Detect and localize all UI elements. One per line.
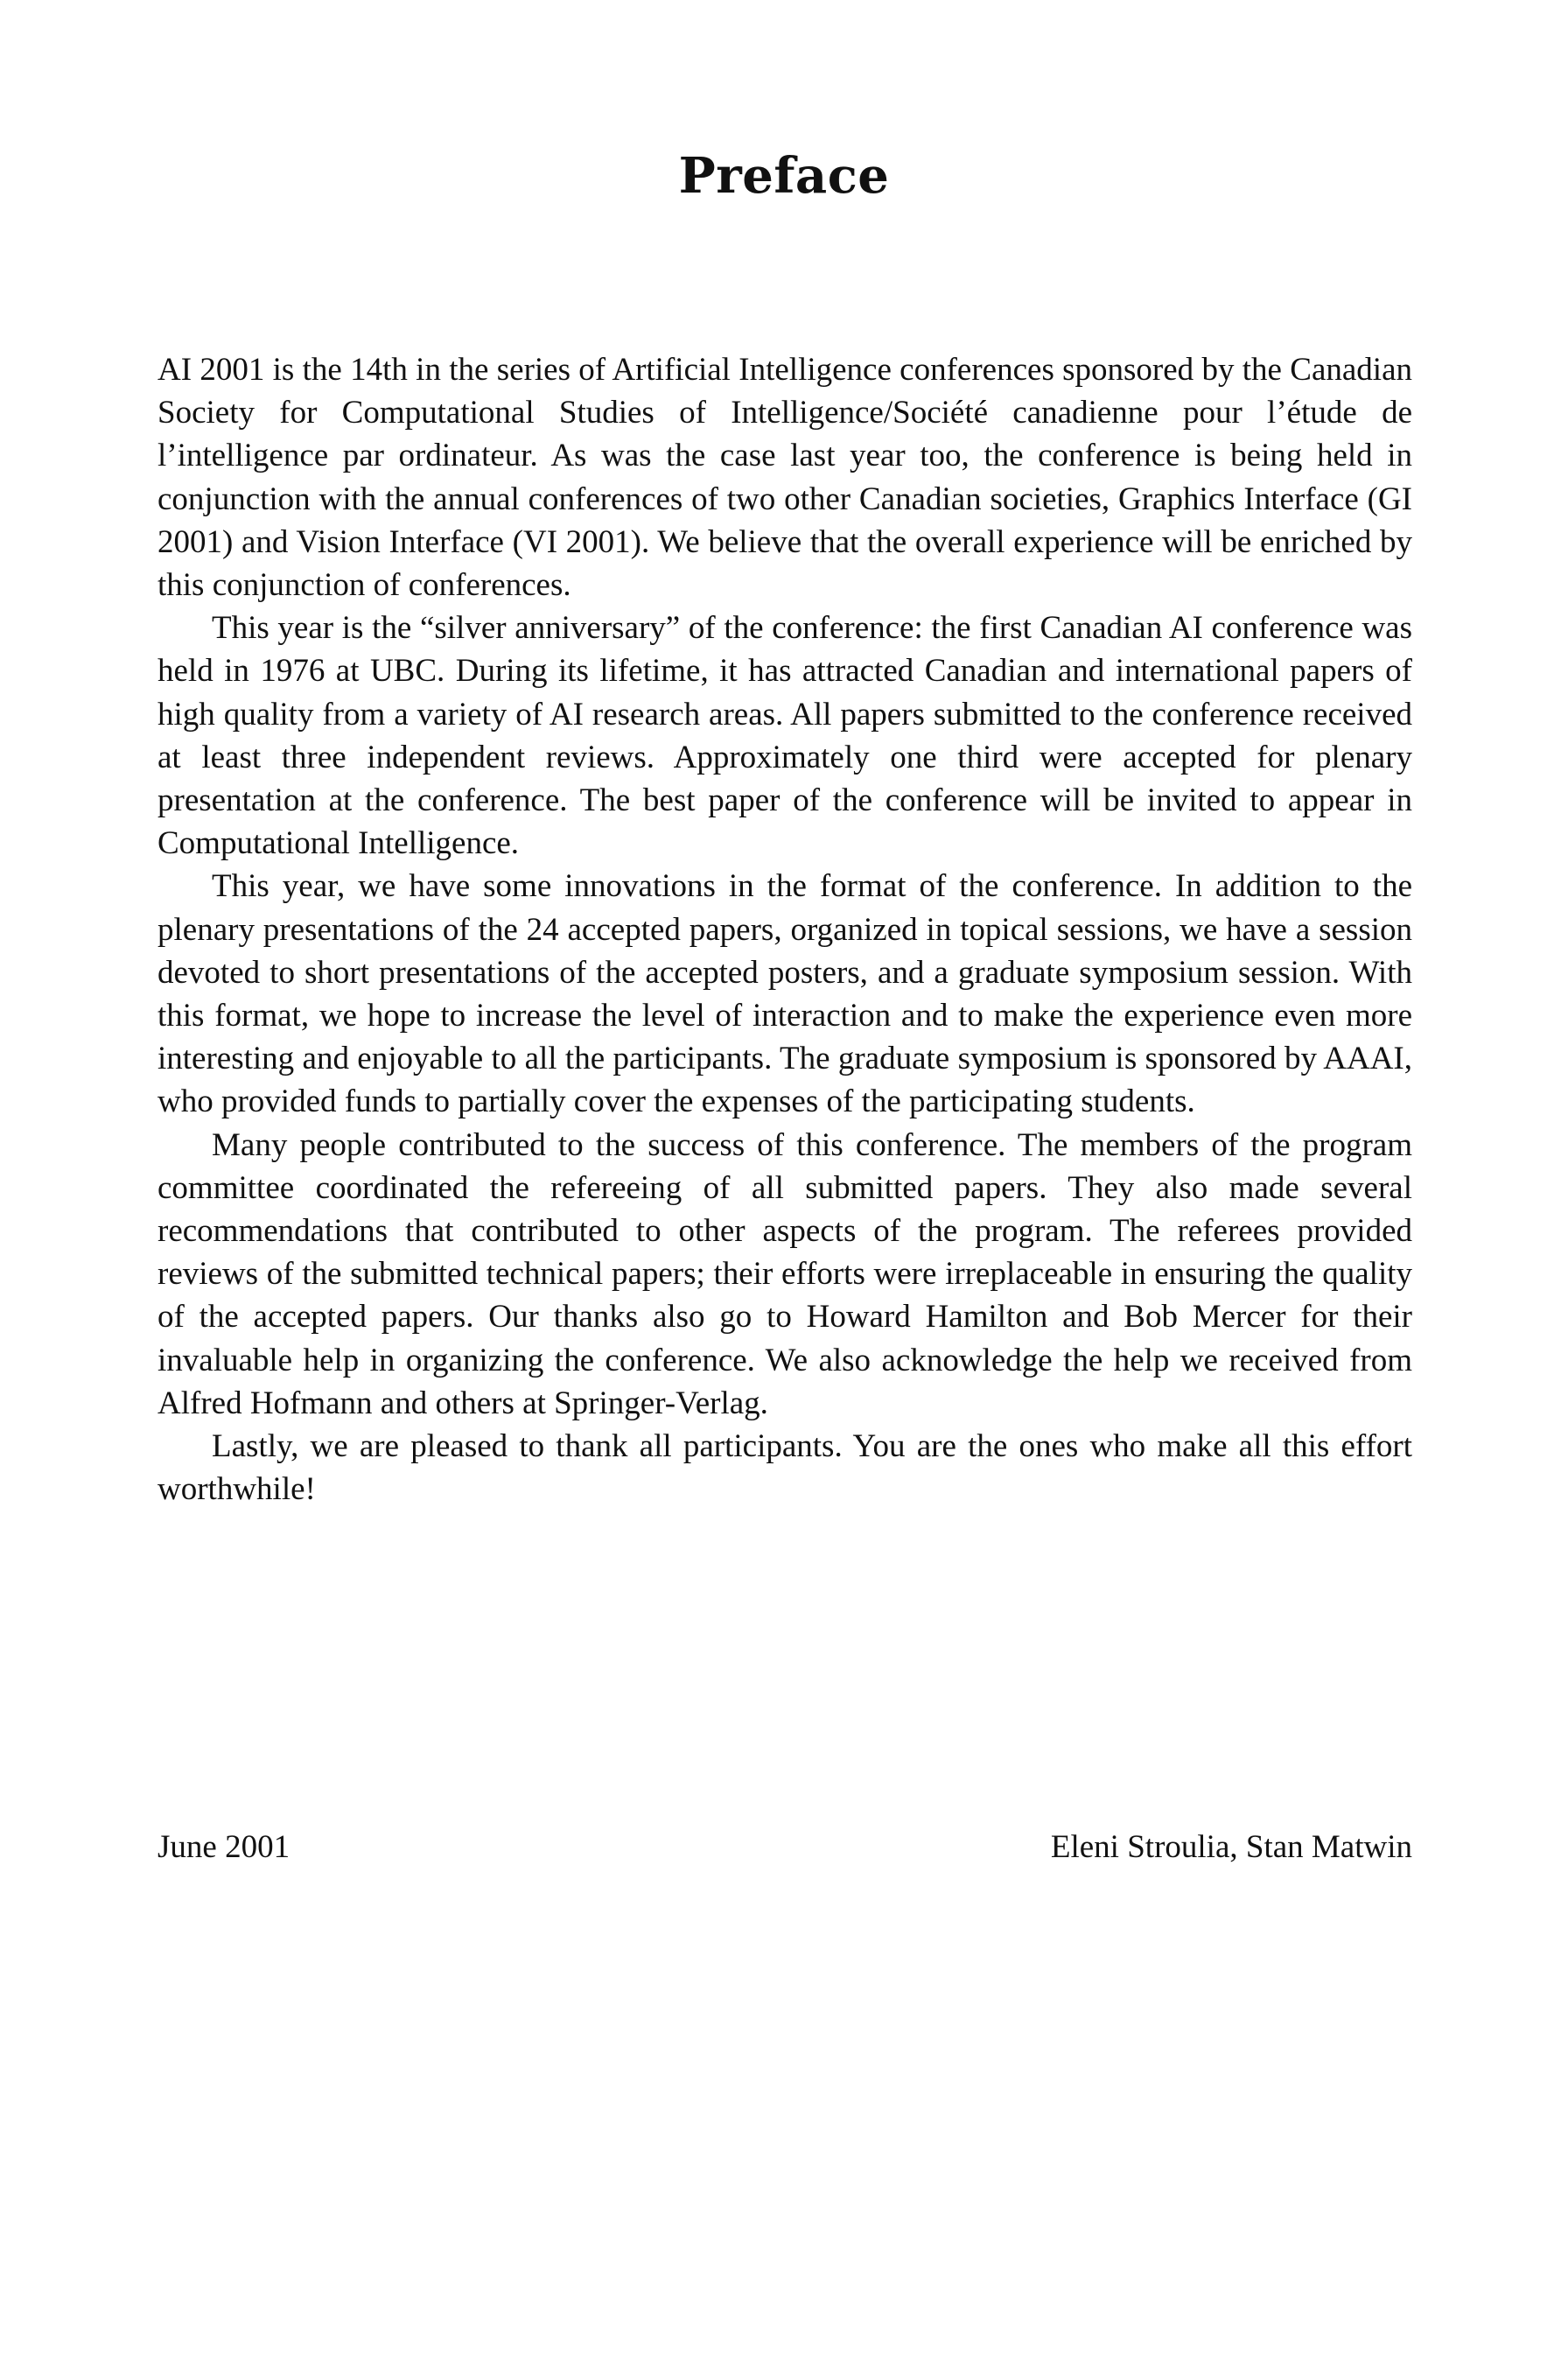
paragraph-anniversary: This year is the “silver anniversary” of the conference: the first Canadian AI conference was held in 1976 at UBC. During its lifetime, it has attracted Canadian and international papers of high quality from a variety of AI research areas. All papers submitted to the conference received at least three independent reviews. Approximately one third were accepted for plenary presentation at the conference. The best paper of the conference will be invited to appear in Computational Intelligence. (158, 610, 1412, 862)
preface-body (158, 348, 1412, 1511)
signoff-authors: Eleni Stroulia, Stan Matwin (1050, 1829, 1412, 1865)
paragraph-acknowledgements: Many people contributed to the success of this conference. The members of the program committee coordinated the refereeing of all submitted papers. They also made several recommendations that contributed to other aspects of the program. The referees provided reviews of the submitted technical papers; their efforts were irreplaceable in ensuring the quality of the accepted papers. Our thanks also go to Howard Hamilton and Bob Mercer for their invaluable help in organizing the conference. We also acknowledge the help we received from Alfred Hofmann and others at Springer-Verlag. (158, 1126, 1412, 1421)
signoff (158, 1826, 1412, 1869)
signoff-date: June 2001 (158, 1829, 290, 1865)
paragraph-intro: AI 2001 is the 14th in the series of Artificial Intelligence conferences sponsored by the Canadian Society for Computational Studies of Intelligence/Société canadienne pour l’étude de l’intelligence par ordinateur. As was the case last year too, the conference is being held in conjunction with the annual conferences of two other Canadian societies, Graphics Interface (GI 2001) and Vision Interface (VI 2001). We believe that the overall experience will be enriched by this conjunction of conferences. (158, 352, 1412, 604)
page-title: Preface (678, 147, 890, 205)
paragraph-closing: Lastly, we are pleased to thank all participants. You are the ones who make all this effort worthwhile! (158, 1428, 1412, 1508)
paragraph-format: This year, we have some innovations in the format of the conference. In addition to the plenary presentations of the 24 accepted papers, organized in topical sessions, we have a session devoted to short presentations of the accepted posters, and a graduate symposium session. With this format, we hope to increase the level of interaction and to make the experience even more interesting and enjoyable to all the participants. The graduate symposium is sponsored by AAAI, who provided funds to partially cover the expenses of the participating students. (158, 868, 1412, 1120)
